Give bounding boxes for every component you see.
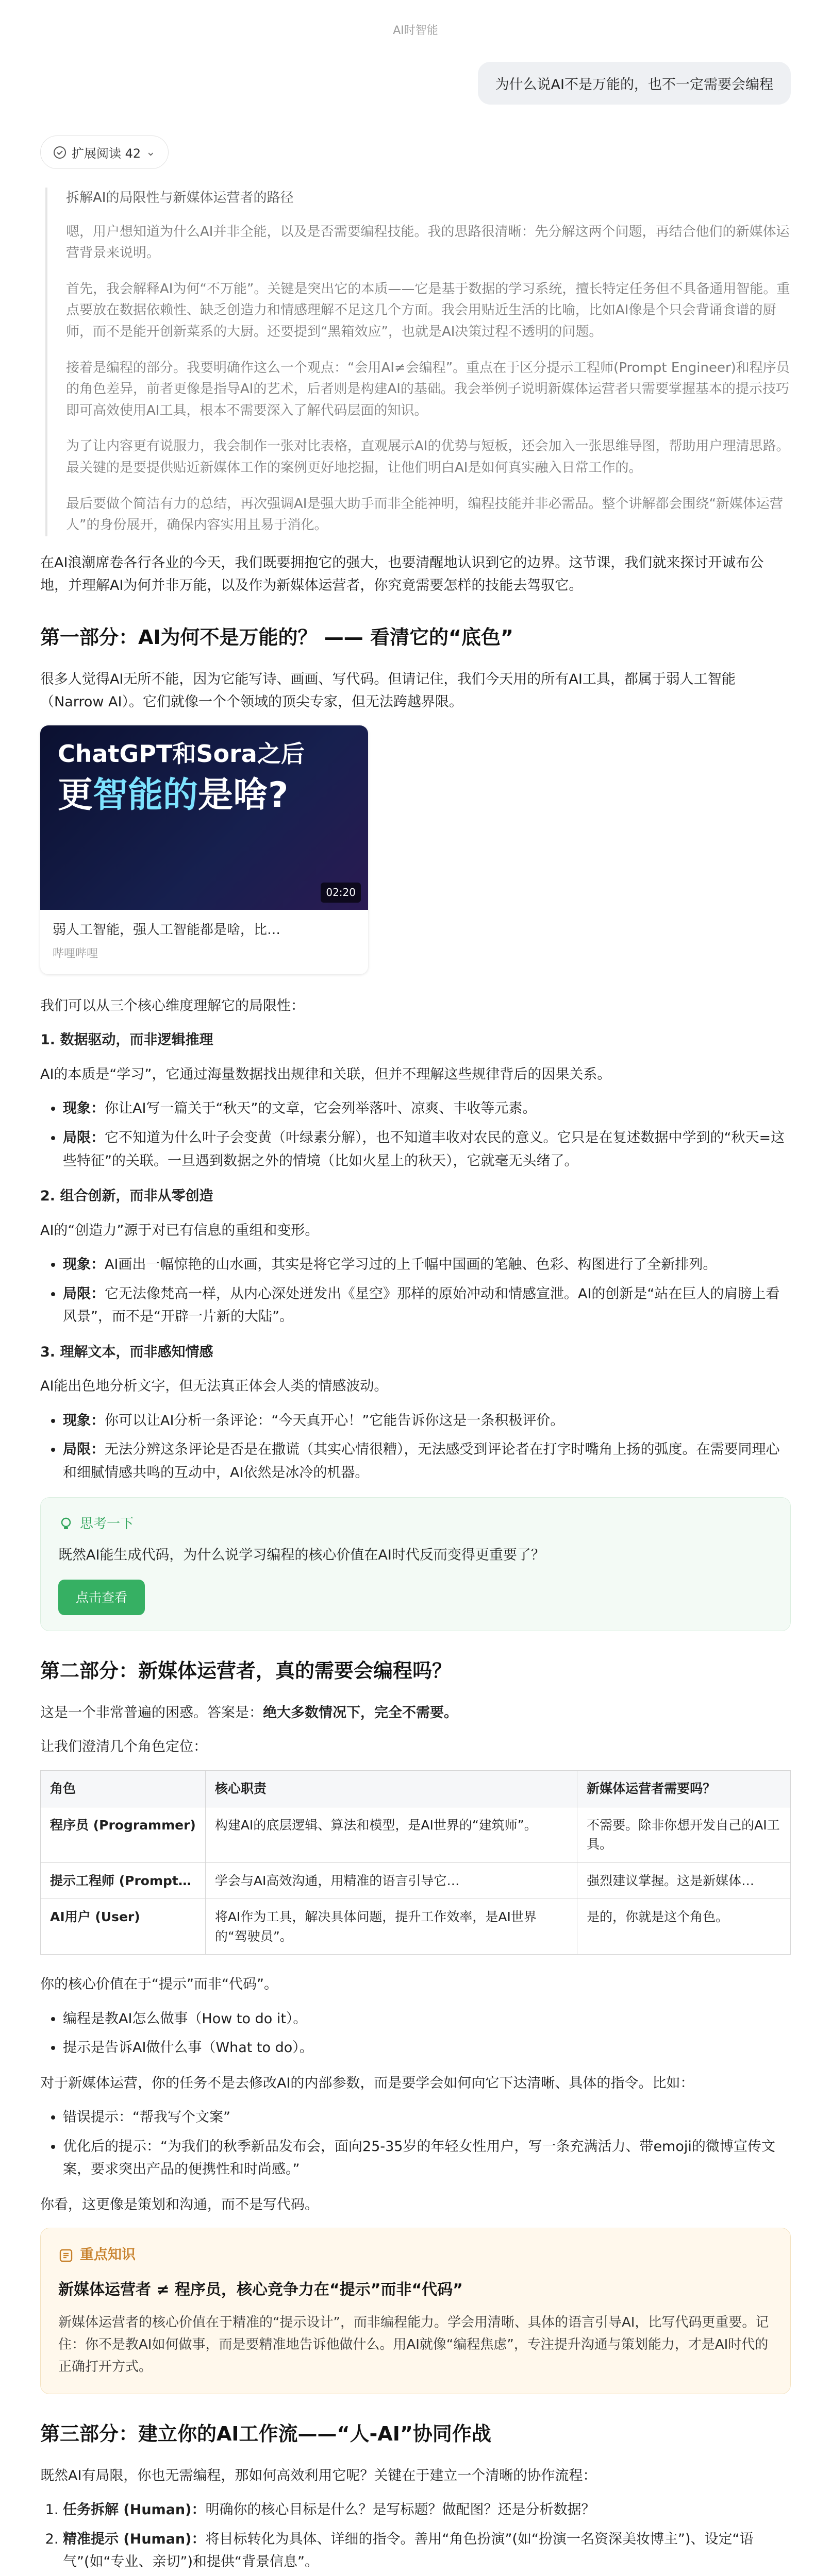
key-point-body: 新媒体运营者的核心价值在于精准的“提示设计”，而非编程能力。学会用清晰、具体的语言引导AI，比写代码更重要。记住：你不是教AI如何做事，而是要精准地告诉他做什么。用AI就像“编程焦虑”，专注提升沟通与策划能力，才是AI时代的正确打开方式。 — [58, 2315, 769, 2375]
chevron-down-icon: ⌄ — [146, 146, 156, 159]
key-point-icon — [58, 2248, 74, 2263]
key-point-title: 新媒体运营者 ≠ 程序员，核心竞争力在“提示”而非“代码” — [58, 2280, 463, 2299]
thinking-process — [45, 188, 791, 536]
thinking-paragraph: 接着是编程的部分。我要明确作这么一个观点：“会用AI≠会编程”。重点在于区分提示工程师(Prompt Engineer)和程序员的角色差异，前者更像是指导AI的艺术，后者则是构建AI的基础。我会举例子说明新媒体运营者只需要掌握基本的提示技巧即可高效使用AI工具，根本不需要深入了解代码层面的知识。 — [66, 360, 790, 418]
subsection-intro: AI能出色地分析文字，但无法真正体会人类的情感波动。 — [40, 1378, 388, 1395]
part2-heading: 第二部分：新媒体运营者，真的需要会编程吗？ — [40, 1659, 452, 1683]
think-question: 既然AI能生成代码，为什么说学习编程的核心价值在AI时代反而变得更重要了？ — [58, 1547, 545, 1564]
part2-paragraph: 你的核心价值在于“提示”而非“代码”。 — [40, 1976, 278, 1992]
list-item: • 优化后的提示：“为我们的秋季新品发布会，面向25-35岁的年轻女性用户，写一条充满活力、带emoji的微博宣传文案，要求突出产品的便携性和时尚感。” — [63, 2136, 791, 2181]
list-item: • 现象：你可以让AI分析一条评论：“今天真开心！”它能告诉你这是一条积极评价。 — [63, 1410, 791, 1433]
subsection-title: 1. 数据驱动，而非逻辑推理 — [40, 1032, 213, 1048]
list-item: • 错误提示：“帮我写个文案” — [63, 2106, 791, 2129]
check-circle-icon — [53, 146, 67, 159]
list-item: • 提示是告诉AI做什么事（What to do）。 — [63, 2037, 791, 2060]
subsection-intro: AI的“创造力”源于对已有信息的重组和变形。 — [40, 1222, 319, 1239]
thumbnail-line1: ChatGPT和Sora之后 — [58, 739, 305, 768]
key-point-box — [40, 2228, 791, 2394]
chat-timestamp: AI时智能 — [393, 24, 438, 37]
table-cell: 构建AI的底层逻辑、算法和模型，是AI世界的“建筑师”。 — [205, 1807, 577, 1862]
expand-reading-toggle[interactable] — [40, 135, 169, 169]
part2-paragraph: 你看，这更像是策划和沟通，而不是写代码。 — [40, 2196, 319, 2213]
thinking-paragraph: 最后要做个简洁有力的总结，再次强调AI是强大助手而非全能神明，编程技能并非必需品。整个讲解都会围绕“新媒体运营人”的身份展开，确保内容实用且易于消化。 — [66, 496, 783, 533]
part2-paragraph: 让我们澄清几个角色定位： — [40, 1739, 207, 1755]
part2-paragraph: 对于新媒体运营，你的任务不是去修改AI的内部参数，而是要学会如何向它下达清晰、具体的指令。比如： — [40, 2075, 694, 2091]
table-cell: 是的，你就是这个角色。 — [577, 1899, 791, 1955]
table-row — [41, 1862, 791, 1899]
table-cell: 提示工程师 (Prompt… — [41, 1862, 206, 1899]
list-item: 1. 任务拆解 (Human)：明确你的核心目标是什么？是写标题？做配图？还是分析数据？ — [63, 2499, 791, 2522]
part3-heading: 第三部分：建立你的AI工作流——“人-AI”协同作战 — [40, 2422, 491, 2446]
view-answer-button[interactable]: 点击查看 — [58, 1580, 145, 1615]
user-message-row — [40, 62, 791, 105]
table-cell: 不需要。除非你想开发自己的AI工具。 — [577, 1807, 791, 1862]
table-row — [41, 1807, 791, 1862]
thinking-paragraph: 首先，我会解释AI为何“不万能”。关键是突出它的本质——它是基于数据的学习系统，擅长特定任务但不具备通用智能。重点要放在数据依赖性、缺乏创造力和情感理解不足这几个方面。我会用贴近生活的比喻，比如AI像是个只会背诵食谱的厨师，而不是能开创新菜系的大厨。还要提到“黑箱效应”，也就是AI决策过程不透明的问题。 — [66, 281, 790, 340]
key-point-label: 重点知识 — [80, 2247, 136, 2263]
table-cell: AI用户 (User) — [41, 1899, 206, 1955]
list-item: • 编程是教AI怎么做事（How to do it）。 — [63, 2008, 791, 2031]
video-thumbnail — [40, 725, 368, 910]
thinking-paragraph: 为了让内容更有说服力，我会制作一张对比表格，直观展示AI的优势与短板，还会加入一张思维导图，帮助用户理清思路。最关键的是要提供贴近新媒体工作的案例更好地挖掘，让他们明白AI是如何真实融入日常工作的。 — [66, 438, 790, 476]
subsection-intro: AI的本质是“学习”，它通过海量数据找出规律和关联，但并不理解这些规律背后的因果关系。 — [40, 1066, 611, 1082]
thinking-title: 拆解AI的局限性与新媒体运营者的路径 — [66, 190, 294, 206]
subsection-title: 2. 组合创新，而非从零创造 — [40, 1188, 213, 1205]
lightbulb-icon — [58, 1516, 74, 1532]
assistant-answer — [40, 552, 791, 2576]
subsection-title: 3. 理解文本，而非感知情感 — [40, 1344, 213, 1360]
table-cell: 将AI作为工具，解决具体问题，提升工作效率，是AI世界的“驾驶员”。 — [205, 1899, 577, 1955]
table-header: 核心职责 — [205, 1771, 577, 1807]
table-row — [41, 1899, 791, 1955]
table-cell: 强烈建议掌握。这是新媒体… — [577, 1862, 791, 1899]
part1-heading: 第一部分：AI为何不是万能的？ —— 看清它的“底色” — [40, 625, 513, 649]
thumbnail-line2: 更智能的是啥? — [58, 774, 289, 816]
thinking-paragraph: 嗯，用户想知道为什么AI并非全能，以及是否需要编程技能。我的思路很清晰：先分解这两个问题，再结合他们的新媒体运营背景来说明。 — [66, 224, 790, 261]
expand-reading-label: 扩展阅读 42 — [72, 146, 141, 161]
list-item: • 现象：你让AI写一篇关于“秋天”的文章，它会列举落叶、凉爽、丰收等元素。 — [63, 1097, 791, 1121]
table-header: 新媒体运营者需要吗？ — [577, 1771, 791, 1807]
list-item: • 局限：它不知道为什么叶子会变黄（叶绿素分解），也不知道丰收对农民的意义。它只是在复述数据中学到的“秋天=这些特征”的关联。一旦遇到数据之外的情境（比如火星上的秋天），它就毫无头绪了。 — [63, 1127, 791, 1173]
chat-thread — [40, 0, 791, 2576]
intro-paragraph: 在AI浪潮席卷各行各业的今天，我们既要拥抱它的强大，也要清醒地认识到它的边界。这节课，我们就来探讨开诚布公地，并理解AI为何并非万能，以及作为新媒体运营者，你究竟需要怎样的技能去驾驭它。 — [40, 554, 764, 594]
table-cell: 学会与AI高效沟通，用精准的语言引导它… — [205, 1862, 577, 1899]
video-duration: 02:20 — [321, 883, 361, 903]
list-item: • 局限：它无法像梵高一样，从内心深处迸发出《星空》那样的原始冲动和情感宣泄。AI的创新是“站在巨人的肩膀上看风景”，而不是“开辟一片新的大陆”。 — [63, 1283, 791, 1329]
think-label: 思考一下 — [80, 1516, 134, 1532]
video-title: 弱人工智能，强人工智能都是啥，比… — [53, 922, 281, 938]
part2-paragraph: 这是一个非常普遍的困惑。答案是：绝大多数情况下，完全不需要。 — [40, 1704, 458, 1721]
video-card[interactable] — [40, 725, 368, 974]
list-item: • 局限：无法分辨这条评论是否是在撒谎（其实心情很糟），无法感受到评论者在打字时嘴角上扬的弧度。在需要同理心和细腻情感共鸣的互动中，AI依然是冰冷的机器。 — [63, 1438, 791, 1484]
think-about-it-box — [40, 1497, 791, 1632]
table-header: 角色 — [41, 1771, 206, 1807]
part3-paragraph: 既然AI有局限，你也无需编程，那如何高效利用它呢？关键在于建立一个清晰的协作流程： — [40, 2467, 597, 2484]
part1-paragraph: 我们可以从三个核心维度理解它的局限性： — [40, 997, 305, 1014]
part1-paragraph: 很多人觉得AI无所不能，因为它能写诗、画画、写代码。但请记住，我们今天用的所有AI工具，都属于弱人工智能（Narrow AI）。它们就像一个个领域的顶尖专家，但无法跨越界限。 — [40, 671, 736, 710]
roles-table — [40, 1770, 791, 1955]
list-item: 2. 精准提示 (Human)：将目标转化为具体、详细的指令。善用“角色扮演”(如“扮演一名资深美妆博主”)、设定“语气”(如“专业、亲切”)和提供“背景信息”。 — [63, 2528, 791, 2574]
list-item: • 现象：AI画出一幅惊艳的山水画，其实是将它学习过的上千幅中国画的笔触、色彩、构图进行了全新排列。 — [63, 1253, 791, 1277]
table-cell: 程序员 (Programmer) — [41, 1807, 206, 1862]
video-source: 哔哩哔哩 — [53, 947, 98, 961]
user-message-bubble: 为什么说AI不是万能的，也不一定需要会编程 — [478, 62, 791, 105]
